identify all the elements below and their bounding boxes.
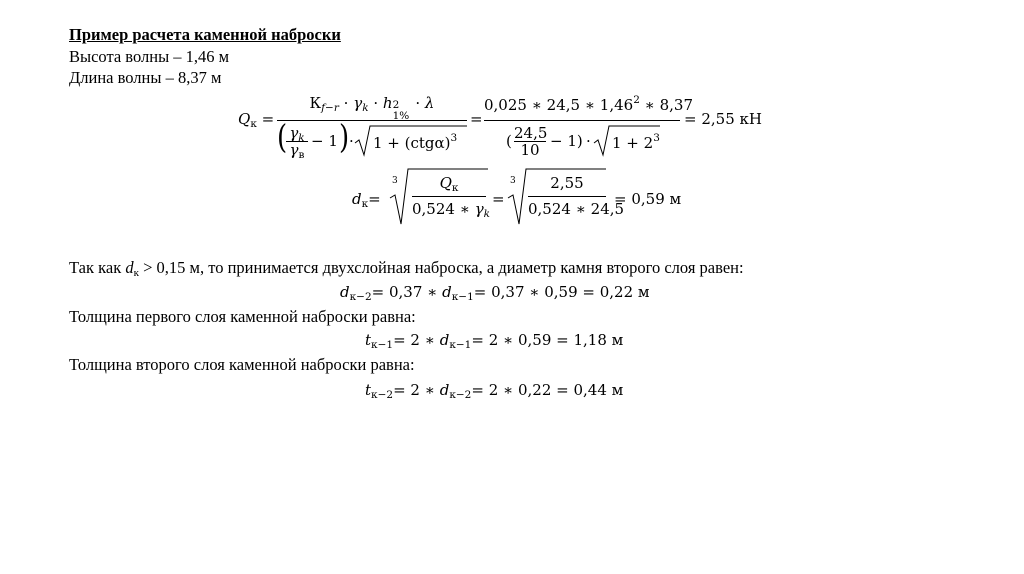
eq2-root-index-1: 3 xyxy=(392,176,398,186)
eq1-gamma-ratio: $\gamma_k$ $\gamma_в$ xyxy=(286,124,308,160)
eq1-numeric-bar xyxy=(484,120,680,121)
eq1-minus-one: − 1 xyxy=(311,132,338,150)
wave-height-text: Высота волны – 1,46 м xyxy=(69,47,230,66)
eq1-numeric-minus-one: − 1) xyxy=(550,132,583,150)
equation-t-k2: $t_{к-2}= 2$ ∗ $d_{к-2}= 2$ ∗ 0,22 = 0,44 м xyxy=(365,381,624,401)
eq1-result: = 2,55 кН xyxy=(684,110,762,128)
eq1-numeric-numerator: 0,025 ∗ 24,5 ∗ 1,46$^2$ ∗ 8,37 xyxy=(484,94,694,114)
eq2-lhs: $d_к=$ xyxy=(352,190,381,210)
eq1-fraction-bar xyxy=(277,120,467,121)
eq1-numeric-inner-fraction: 24,5 10 xyxy=(514,124,548,159)
eq2-root-index-2: 3 xyxy=(510,176,516,186)
eq2-fraction-symbolic: $Q_к$ 0,524 ∗ $\gamma_k$ xyxy=(412,174,491,220)
layer2-label: Толщина второго слоя каменной наброски равна: xyxy=(69,355,415,374)
eq1-fraction-numeric xyxy=(484,92,694,162)
eq1-close-paren: ) xyxy=(339,119,350,157)
condition-text: Так как dк > 0,15 м, то принимается двухслойная наброска, а диаметр камня второго слоя равен: xyxy=(69,258,744,279)
eq1-numeric-open-paren: ( xyxy=(506,132,512,150)
eq1-open-paren: ( xyxy=(277,119,288,157)
layer1-label: Толщина первого слоя каменной наброски равна: xyxy=(69,307,416,326)
document-title: Пример расчета каменной наброски xyxy=(69,25,341,44)
eq1-numeric-radicand: $1 + 2^3$ xyxy=(612,132,660,152)
eq1-radicand: $1 + (ctg\alpha)^3$ xyxy=(373,132,458,152)
eq1-equals-2: = xyxy=(470,110,483,128)
eq2-result: = 0,59 м xyxy=(614,190,682,208)
eq1-fraction-symbolic xyxy=(277,92,467,162)
wave-length-text: Длина волны – 8,37 м xyxy=(69,68,222,87)
equation-d-k xyxy=(352,166,682,230)
eq2-equals-2: = xyxy=(492,190,505,208)
equation-t-k1: $t_{к-1}= 2$ ∗ $d_{к-1}= 2$ ∗ 0,59 = 1,18 м xyxy=(365,331,624,351)
eq1-numeric-dot: · xyxy=(586,132,591,150)
equation-d-k2: $d_{к-2}= 0,37$ ∗ $d_{к-1}= 0,37$ ∗ 0,59 = 0,22 м xyxy=(340,283,650,303)
eq2-fraction-numeric: 2,55 0,524 ∗ 24,5 xyxy=(528,174,625,218)
equation-q-k xyxy=(238,92,762,162)
eq1-numerator: $К_{f-r} \cdot \gamma_k \cdot h$ 2 1% · λ xyxy=(309,94,435,122)
eq1-lhs: $Q_к$ = xyxy=(238,110,275,130)
eq1-dot: · xyxy=(349,132,354,150)
